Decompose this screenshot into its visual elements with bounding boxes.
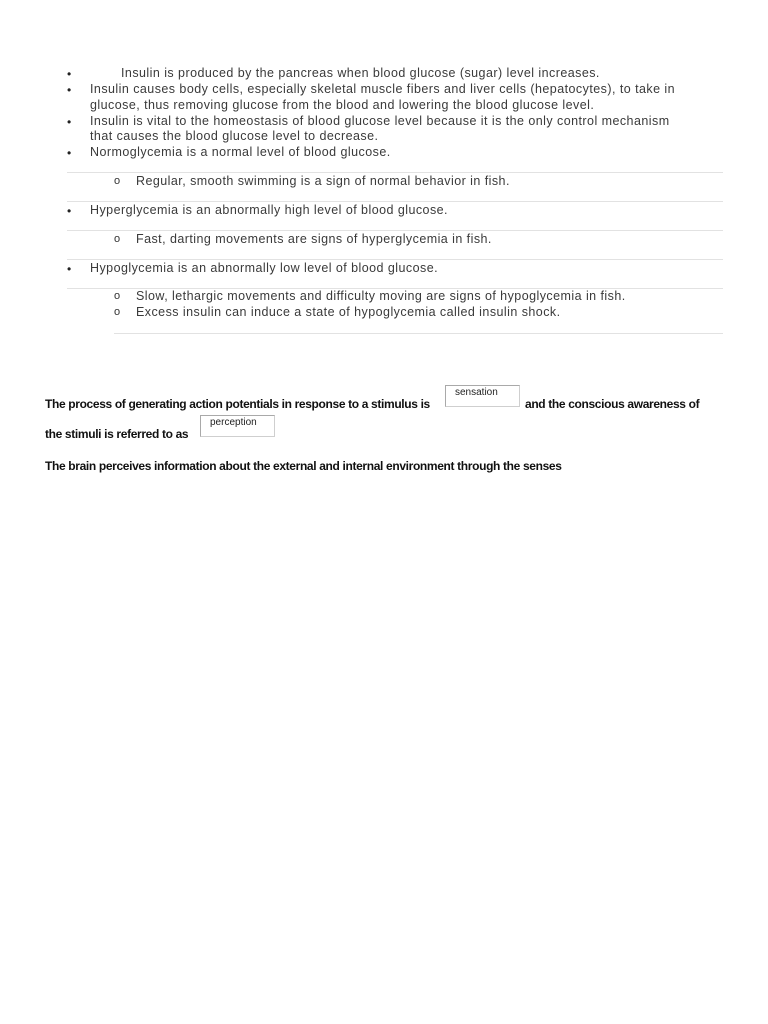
bullet-hyperglycemia: Hyperglycemia is an abnormally high level of blood glucose. bbox=[90, 203, 448, 217]
bullet-marker: • bbox=[67, 204, 72, 218]
sub-bullet-darting-movements: Fast, darting movements are signs of hyperglycemia in fish. bbox=[136, 232, 492, 246]
question-text-part-1: The process of generating action potentials in response to a stimulus is bbox=[45, 397, 430, 411]
bullet-insulin-vital-line-2: that causes the blood glucose level to decrease. bbox=[90, 129, 379, 143]
perception-answer-text: perception bbox=[210, 417, 257, 428]
sensation-answer-text: sensation bbox=[455, 387, 498, 398]
sub-bullet-marker: o bbox=[114, 175, 121, 187]
sub-bullet-insulin-shock: Excess insulin can induce a state of hypoglycemia called insulin shock. bbox=[136, 305, 561, 319]
bullet-normoglycemia: Normoglycemia is a normal level of blood glucose. bbox=[90, 145, 391, 159]
bullet-marker: • bbox=[67, 115, 72, 129]
bullet-insulin-causes-line-2: glucose, thus removing glucose from the blood and lowering the blood glucose level. bbox=[90, 98, 595, 112]
sub-bullet-normal-swimming: Regular, smooth swimming is a sign of normal behavior in fish. bbox=[136, 174, 510, 188]
bullet-insulin-produced: Insulin is produced by the pancreas when blood glucose (sugar) level increases. bbox=[121, 66, 600, 80]
sub-bullet-marker: o bbox=[114, 233, 121, 245]
bullet-marker: • bbox=[67, 262, 72, 276]
sensation-answer-box[interactable] bbox=[445, 385, 520, 407]
bullet-marker: • bbox=[67, 83, 72, 97]
perception-answer-box[interactable] bbox=[200, 415, 275, 437]
bullet-marker: • bbox=[67, 67, 72, 81]
sub-bullet-marker: o bbox=[114, 290, 121, 302]
bullet-insulin-vital-line-1: Insulin is vital to the homeostasis of blood glucose level because it is the only control mechanism bbox=[90, 114, 670, 128]
question-text-part-3: the stimuli is referred to as bbox=[45, 427, 189, 441]
statement-text: The brain perceives information about the external and internal environment through the senses bbox=[45, 459, 562, 473]
bullet-insulin-causes-line-1: Insulin causes body cells, especially skeletal muscle fibers and liver cells (hepatocytes), to take in bbox=[90, 82, 676, 96]
sub-bullet-marker: o bbox=[114, 306, 121, 318]
divider bbox=[114, 333, 723, 334]
bullet-marker: • bbox=[67, 146, 72, 160]
question-text-part-2: and the conscious awareness of bbox=[525, 397, 700, 411]
sub-bullet-lethargic-movements: Slow, lethargic movements and difficulty moving are signs of hypoglycemia in fish. bbox=[136, 289, 626, 303]
bullet-hypoglycemia: Hypoglycemia is an abnormally low level of blood glucose. bbox=[90, 261, 439, 275]
